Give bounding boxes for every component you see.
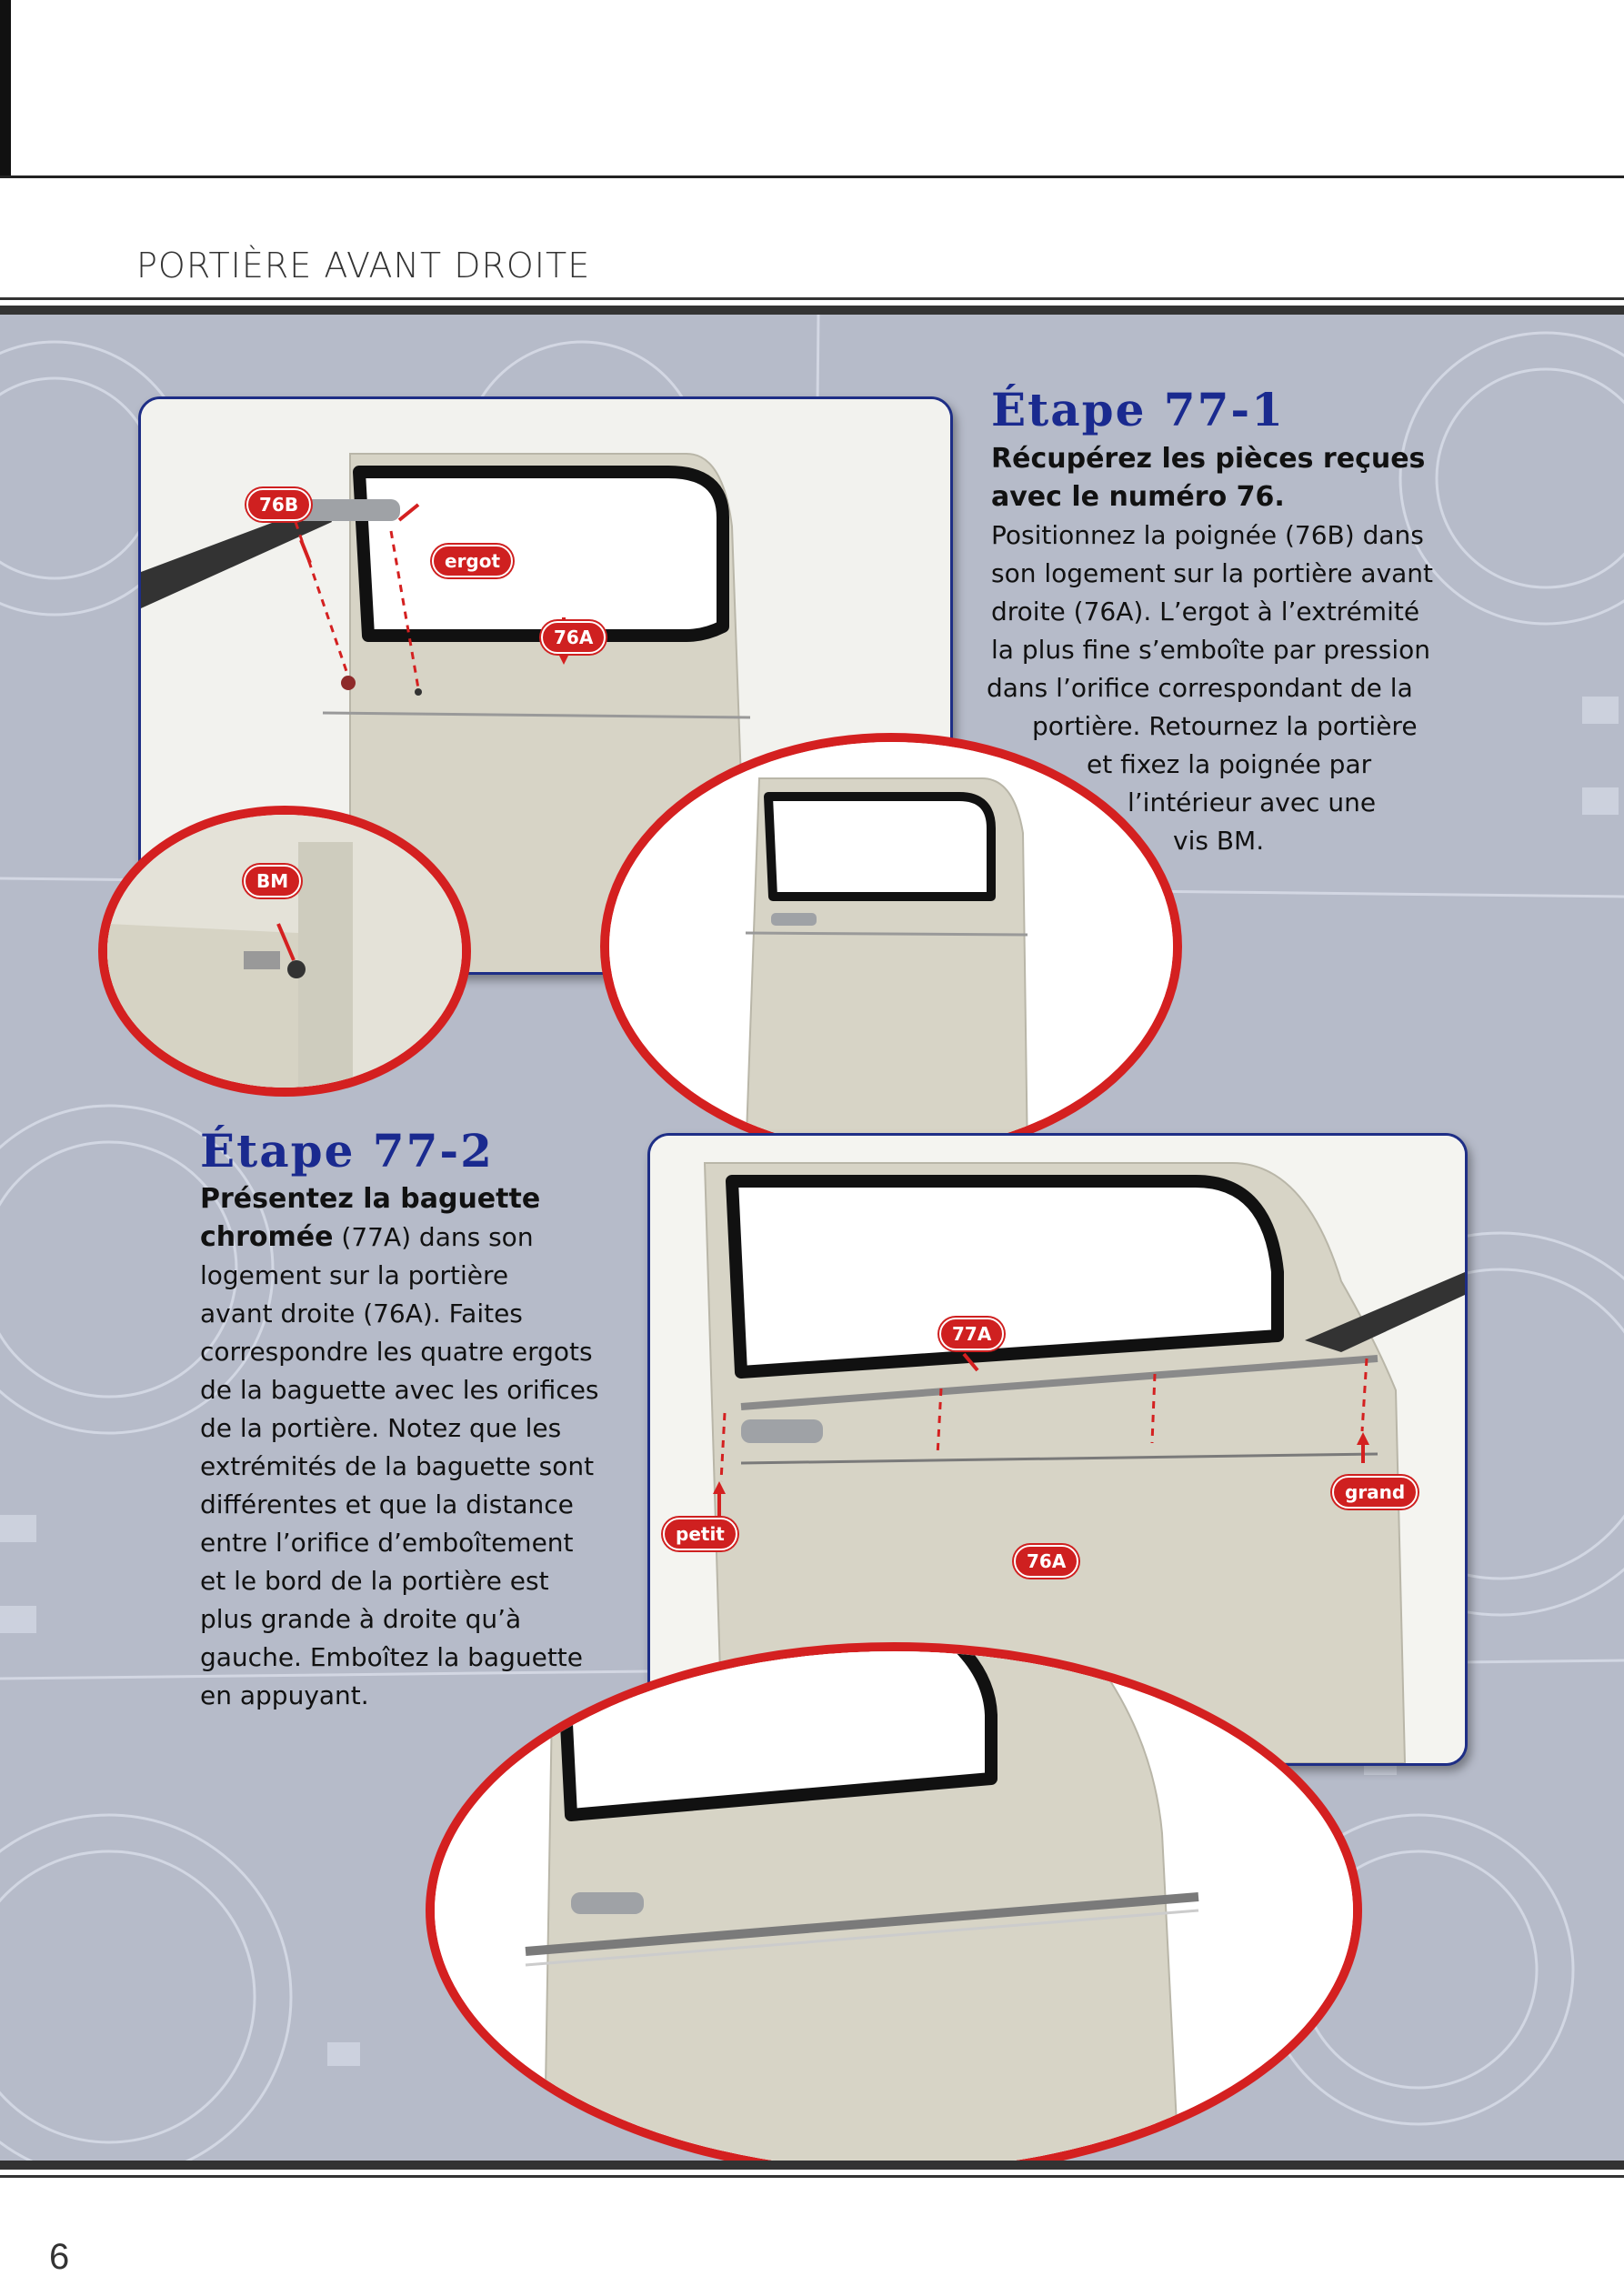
zoom-photo-screw [107, 815, 462, 1088]
header-rule-thin [0, 297, 1624, 300]
step1-line-7: et fixez la poignée par [1087, 749, 1372, 779]
step2-lede-line2 [200, 1218, 534, 1257]
top-rule [0, 175, 1624, 178]
step1-line-2: son logement sur la portière avant [991, 558, 1434, 588]
step2-line-6: extrémités de la baguette sont [200, 1451, 595, 1481]
step1-line-3: droite (76A). L’ergot à l’extrémité [991, 597, 1420, 627]
step1-line-4: la plus fine s’emboîte par pression [991, 635, 1430, 665]
step2-line-5: de la portière. Notez que les [200, 1413, 562, 1443]
step1-line-8: l’intérieur avec une [1128, 787, 1377, 817]
zoom-circle-strip-detail [426, 1642, 1362, 2161]
step2-line-4: de la baguette avec les orifices [200, 1375, 599, 1405]
step1-title: Étape 77-1 [991, 383, 1285, 436]
step2-line-3: correspondre les quatre ergots [200, 1337, 593, 1367]
step2-lede-line1: Présentez la baguette [200, 1183, 541, 1215]
step2-lede-bold: chromée [200, 1221, 334, 1253]
zoom-circle-screw-bm [98, 806, 471, 1097]
label-76a-step2: 76A [1014, 1545, 1078, 1578]
footer-rule-thick [0, 2161, 1624, 2170]
step2-line-12: en appuyant. [200, 1680, 369, 1710]
step1-lede: Récupérez les pièces reçues avec le numéro 76. [991, 443, 1426, 513]
step2-line-1: logement sur la portière [200, 1260, 509, 1290]
label-77a: 77A [939, 1318, 1004, 1350]
step2-line-11: gauche. Emboîtez la baguette [200, 1642, 583, 1672]
zoom-photo-strip-detail [435, 1651, 1353, 2161]
step2-line-9: et le bord de la portière est [200, 1566, 549, 1596]
label-76a: 76A [541, 621, 606, 654]
label-bm: BM [244, 865, 301, 897]
step1-line-1: Positionnez la poignée (76B) dans [991, 520, 1424, 550]
step1-line-6: portière. Retournez la portière [1032, 711, 1418, 741]
step1-line-9: vis BM. [1173, 826, 1265, 856]
label-76b: 76B [246, 488, 311, 521]
label-grand: grand [1332, 1476, 1418, 1509]
step2-lede-rest: (77A) dans son [333, 1222, 534, 1252]
step2-line-8: entre l’orifice d’emboîtement [200, 1528, 574, 1558]
binding-edge-bar [0, 0, 11, 177]
instruction-panel [0, 315, 1624, 2161]
zoom-circle-door-overview [600, 733, 1182, 1160]
label-petit: petit [663, 1518, 737, 1550]
step2-title: Étape 77-2 [200, 1124, 494, 1178]
label-ergot: ergot [432, 545, 513, 577]
zoom-photo-door-overview [609, 742, 1173, 1151]
step2-line-7: différentes et que la distance [200, 1489, 574, 1519]
section-header: PORTIÈRE AVANT DROITE [136, 246, 591, 286]
step1-line-5: dans l’orifice correspondant de la [987, 673, 1413, 703]
page-number: 6 [49, 2237, 70, 2277]
step2-line-10: plus grande à droite qu’à [200, 1604, 522, 1634]
header-rule-thick [0, 306, 1624, 315]
footer-rule-thin [0, 2175, 1624, 2178]
step2-line-2: avant droite (76A). Faites [200, 1298, 523, 1328]
